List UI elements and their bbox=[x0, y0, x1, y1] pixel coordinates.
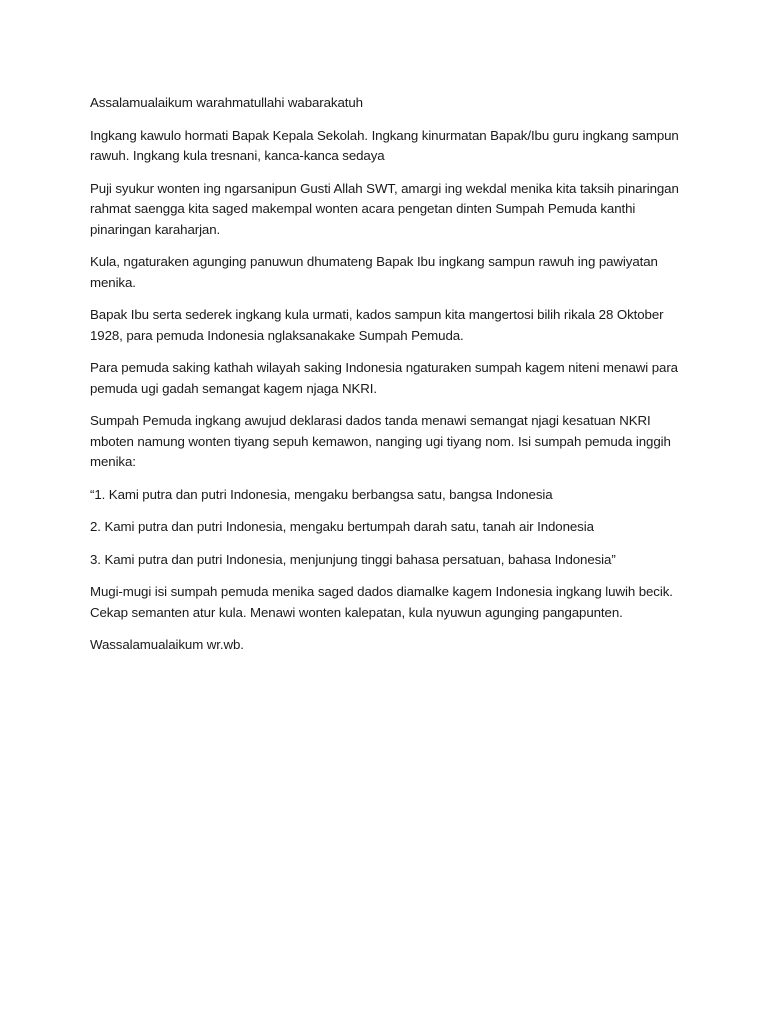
paragraph-declaration: Sumpah Pemuda ingkang awujud deklarasi dados tanda menawi semangat njagi kesatuan NKRI mboten namung wonten tiyang sepuh kemawon, nanging ugi tiyang nom. Isi sumpah pemuda inggih menika: bbox=[90, 413, 671, 469]
oath-item-1: “1. Kami putra dan putri Indonesia, mengaku berbangsa satu, bangsa Indonesia bbox=[90, 486, 553, 502]
paragraph-farewell: Wassalamualaikum wr.wb. bbox=[90, 637, 244, 652]
paragraph-closing: Mugi-mugi isi sumpah pemuda menika saged dados diamalke kagem Indonesia ingkang luwih becik. Cekap semanten atur kula. Menawi wonten kalepatan, kula nyuwun agunging pangapunten. bbox=[90, 584, 673, 620]
paragraph-greeting: Assalamualaikum warahmatullahi wabarakatuh bbox=[90, 95, 363, 110]
paragraph-gratitude: Puji syukur wonten ing ngarsanipun Gusti Allah SWT, amargi ing wekdal menika kita taksih pinaringan rahmat saengga kita saged makempal wonten acara pengetan dinten Sumpah Pemuda kanthi pinaringan karaharjan. bbox=[90, 180, 679, 237]
oath-item-3: 3. Kami putra dan putri Indonesia, menjunjung tinggi bahasa persatuan, bahasa Indonesia” bbox=[90, 551, 616, 567]
paragraph-salutation: Ingkang kawulo hormati Bapak Kepala Sekolah. Ingkang kinurmatan Bapak/Ibu guru ingkang sampun rawuh. Ingkang kula tresnani, kanca-kanca sedaya bbox=[90, 127, 679, 163]
paragraph-youth: Para pemuda saking kathah wilayah saking Indonesia ngaturaken sumpah kagem niteni menawi para pemuda ugi gadah semangat kagem njaga NKRI. bbox=[90, 360, 678, 396]
oath-item-2: 2. Kami putra dan putri Indonesia, mengaku bertumpah darah satu, tanah air Indonesia bbox=[90, 519, 594, 534]
paragraph-history: Bapak Ibu serta sederek ingkang kula urmati, kados sampun kita mangertosi bilih rikala 28 Oktober 1928, para pemuda Indonesia nglaksanakake Sumpah Pemuda. bbox=[90, 307, 664, 343]
paragraph-thanks: Kula, ngaturaken agunging panuwun dhumateng Bapak Ibu ingkang sampun rawuh ing pawiyatan menika. bbox=[90, 254, 658, 290]
document-body bbox=[90, 93, 690, 668]
